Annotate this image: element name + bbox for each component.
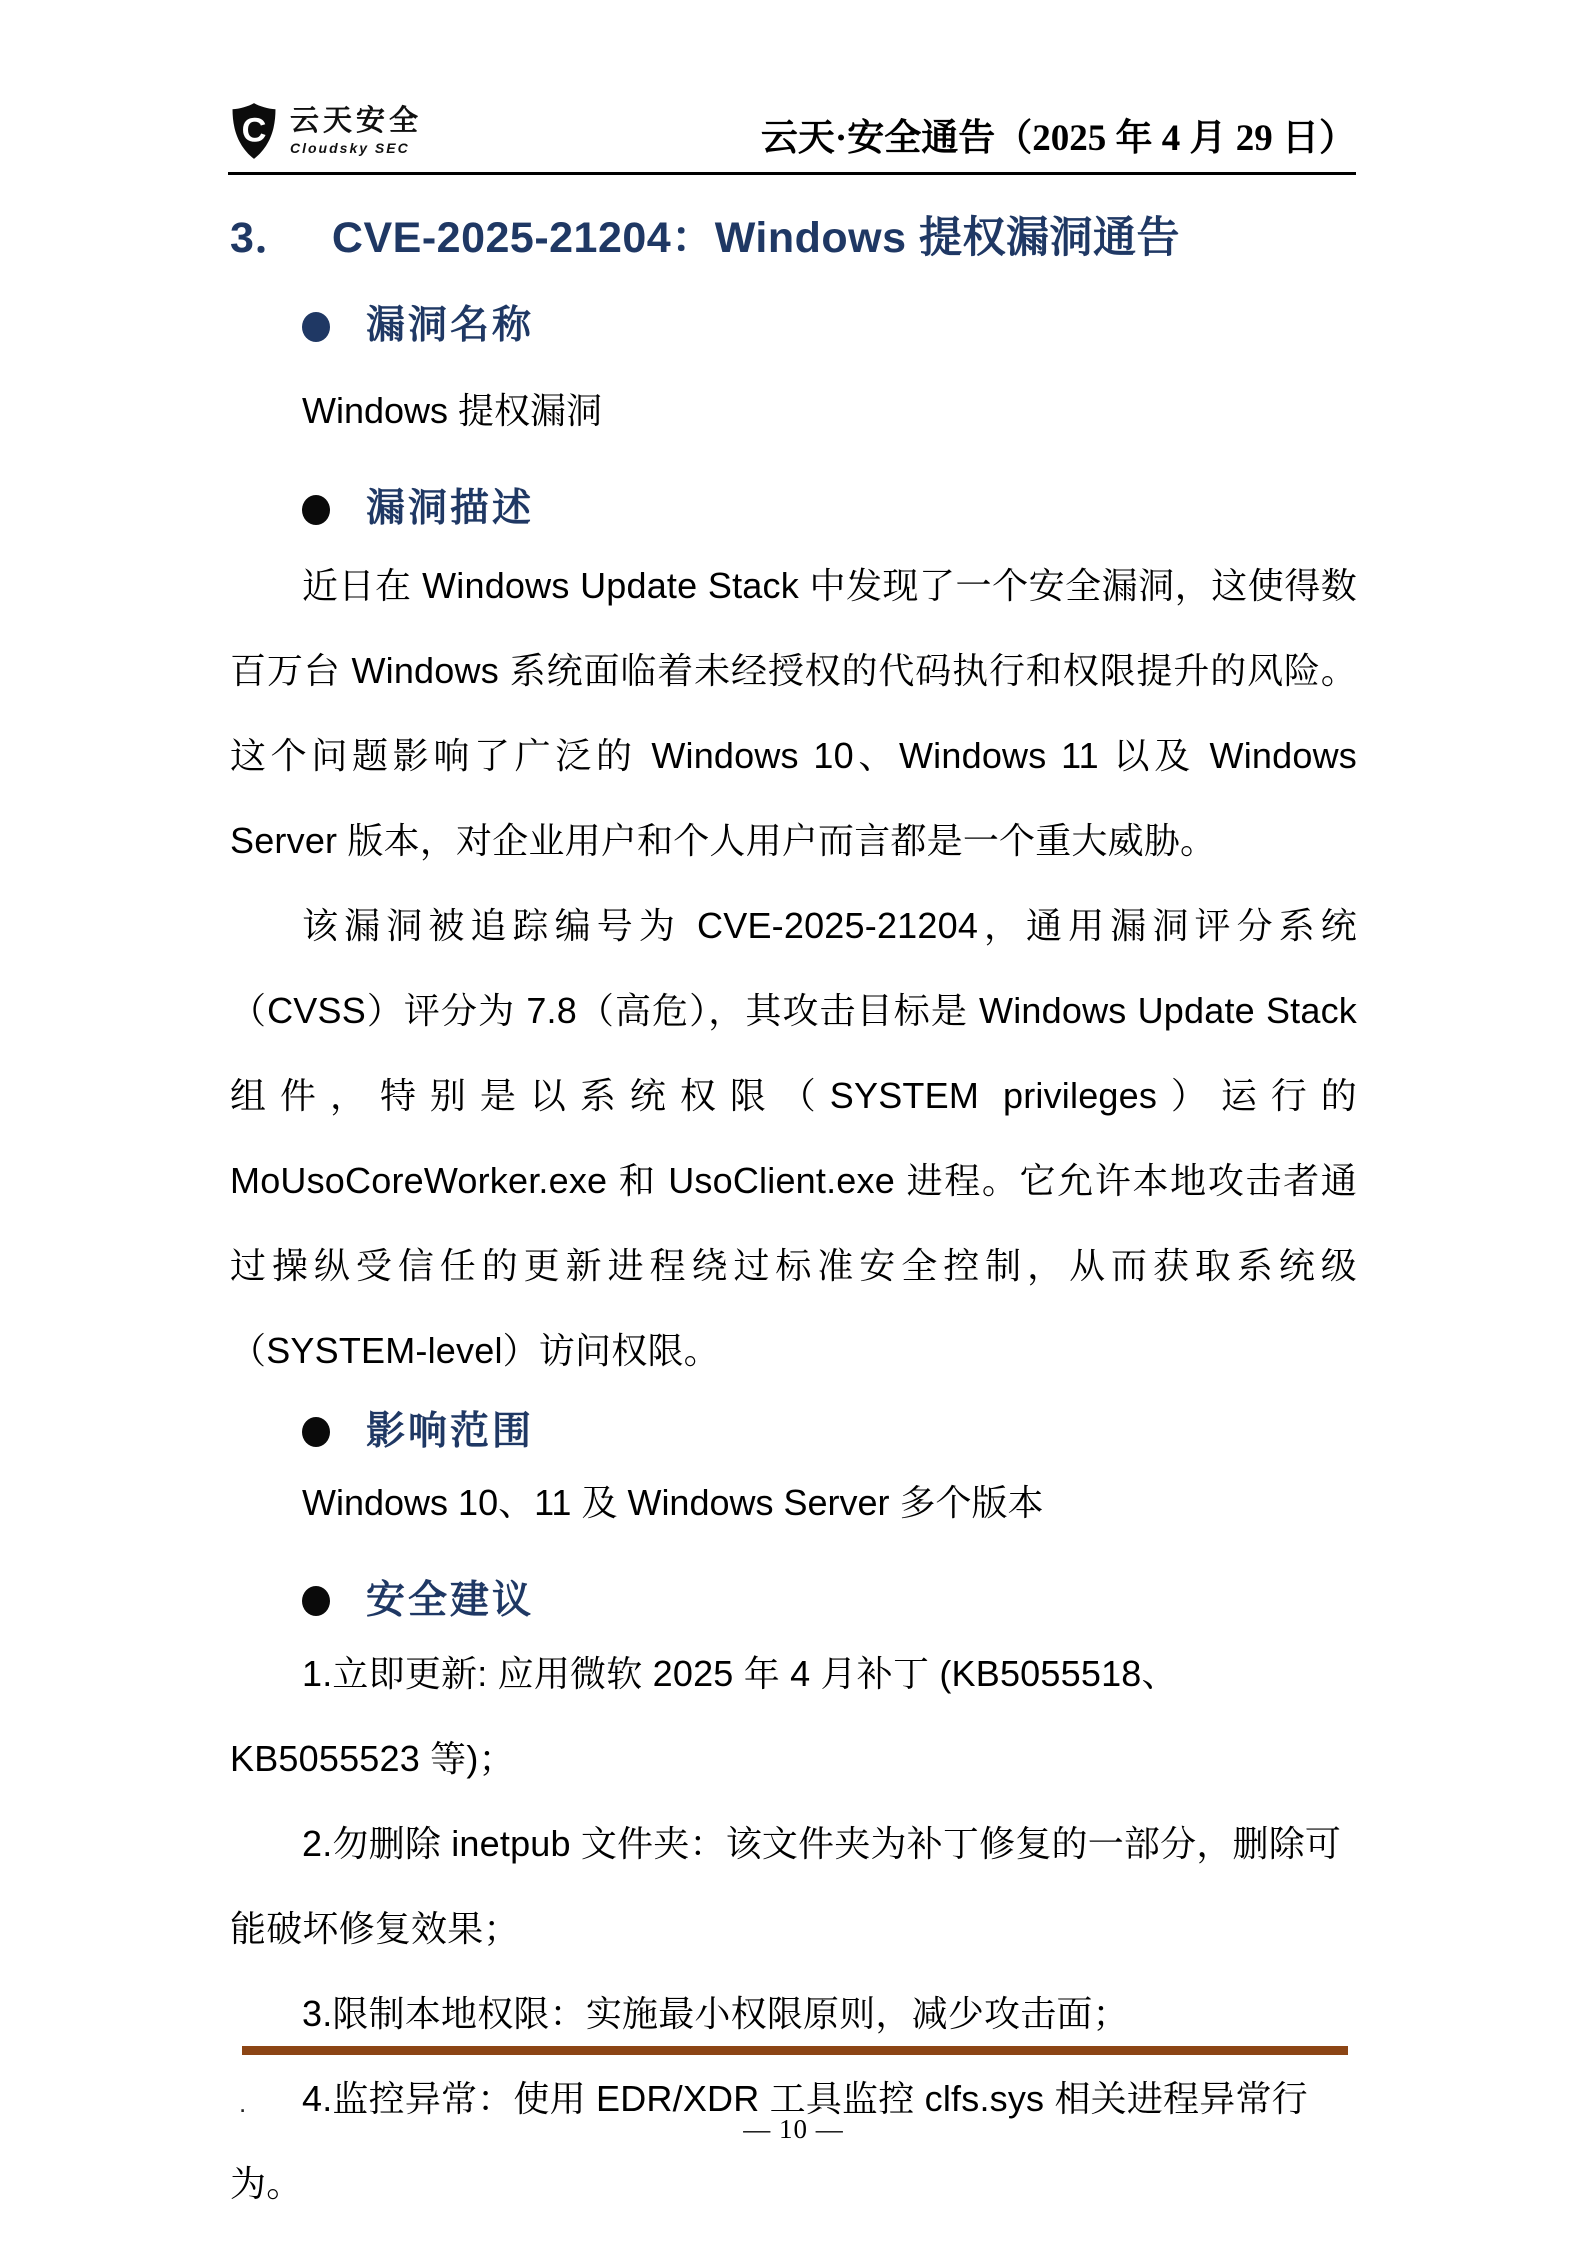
- advice-item: 3.限制本地权限：实施最小权限原则，减少攻击面；: [302, 1992, 1129, 2034]
- subsection-label: 漏洞描述: [366, 487, 535, 531]
- bulletin-header-title: 云天·安全通告（2025 年 4 月 29 日）: [760, 118, 1356, 160]
- shield-c-logo-icon: [228, 102, 280, 160]
- desc-paragraph: 该漏洞被追踪编号为 CVE-2025-21204，通用漏洞评分系统（CVSS）评分为 7.8（高危），其攻击目标是 Windows Update Stack 组件，特别是以系统权限（SYSTEM privileges）运行的 MoUsoCoreWorker.exe 和 UsoClient.exe 进程。它允许本地攻击者通过操纵受信任的更新进程绕过标准安全控制，从而获取系统级（SYSTEM-level）访问权限。: [230, 905, 1357, 1372]
- bullet-icon: [302, 312, 330, 342]
- stray-period-mark: .: [239, 2088, 247, 2118]
- advice-item: 1.立即更新: 应用微软 2025 年 4 月补丁 (KB5055518、KB5055523 等)；: [230, 1652, 1178, 1779]
- svg-text:C: C: [241, 111, 267, 150]
- subsection-label: 影响范围: [366, 1410, 535, 1454]
- desc-paragraph: 近日在 Windows Update Stack 中发现了一个安全漏洞，这使得数百万台 Windows 系统面临着未经授权的代码执行和权限提升的风险。这个问题影响了广泛的 Windows 10、Windows 11 以及 Windows Server 版本，对企业用户和个人用户而言都是一个重大威胁。: [230, 565, 1357, 862]
- subsection-label: 安全建议: [366, 1578, 535, 1622]
- subsection-impact-scope: [230, 1409, 1357, 1456]
- brand-name-en: Cloudsky SEC: [290, 140, 410, 156]
- heading-number: 3．: [230, 214, 298, 262]
- heading-title: CVE-2025-21204：Windows 提权漏洞通告: [331, 214, 1180, 262]
- page-number: — 10 —: [743, 2114, 844, 2144]
- section-heading-cve: [230, 214, 1357, 263]
- brand-name-cn: 云天安全: [290, 105, 423, 137]
- impact-scope-text: Windows 10、11 及 Windows Server 多个版本: [302, 1481, 1044, 1523]
- subsection-vuln-name: [230, 303, 1357, 350]
- advice-item: 4.监控异常：使用 EDR/XDR 工具监控 clfs.sys 相关进程异常行为。: [230, 2077, 1308, 2204]
- subsection-security-advice: [230, 1578, 1357, 1625]
- subsection-label: 漏洞名称: [366, 304, 535, 348]
- company-logo: [228, 102, 422, 160]
- page-header: [228, 84, 1356, 175]
- advice-item: 2.勿删除 inetpub 文件夹：该文件夹为补丁修复的一部分，删除可能破坏修复效果；: [230, 1822, 1342, 1949]
- bullet-icon: [302, 495, 330, 525]
- vuln-name-text: Windows 提权漏洞: [302, 390, 603, 432]
- document-body: [230, 198, 1357, 2226]
- subsection-vuln-desc: [230, 486, 1357, 533]
- footer-divider: [242, 2046, 1348, 2055]
- logo-text: [290, 107, 422, 155]
- bullet-icon: [302, 1417, 330, 1447]
- bullet-icon: [302, 1586, 330, 1616]
